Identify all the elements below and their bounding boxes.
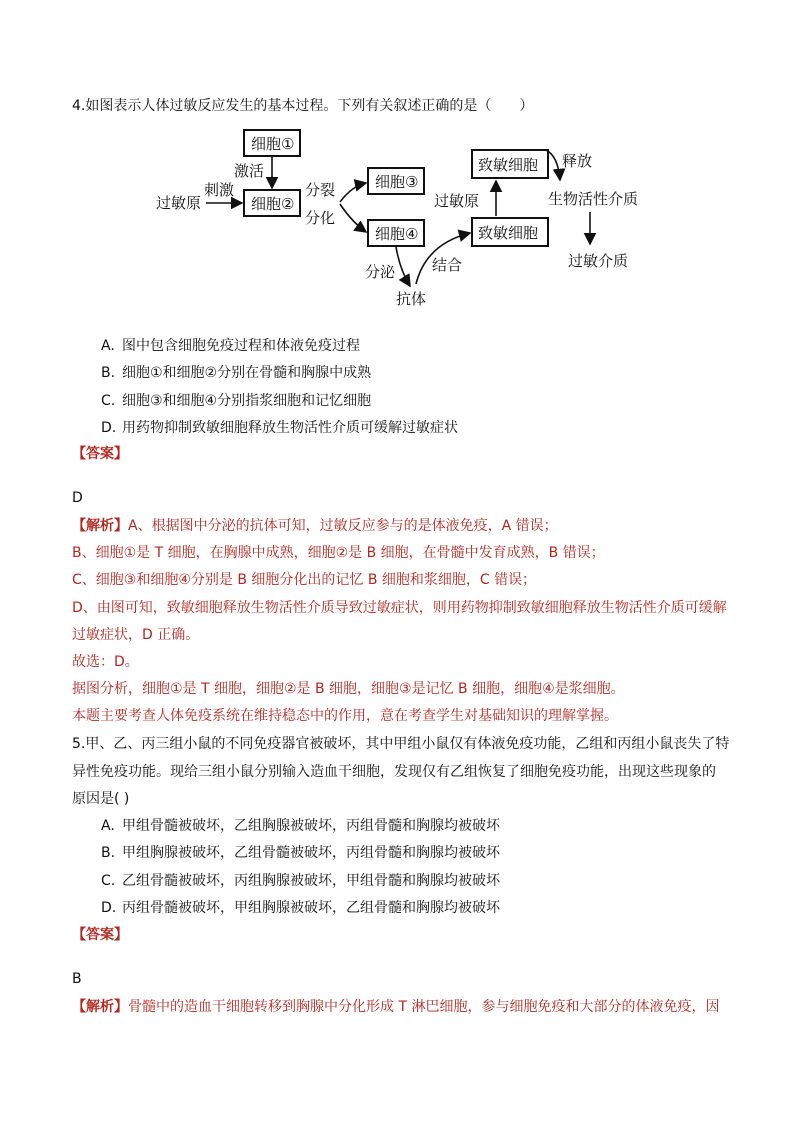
q4-analysis-line-5: 过敏症状，D 正确。 bbox=[72, 627, 200, 643]
q4-analysis-line-1: 【解析】A、根据图中分泌的抗体可知，过敏反应参与的是体液免疫，A 错误； bbox=[72, 518, 558, 534]
q5-stem-line-2: 异性免疫功能。现给三组小鼠分别输入造血干细胞，发现仅有乙组恢复了细胞免疫功能，出现这些现象的 bbox=[72, 764, 716, 780]
q4-option-d: D. 用药物抑制致敏细胞释放生物活性介质可缓解过敏症状 bbox=[101, 420, 458, 436]
differentiate-label: 分化 bbox=[305, 209, 336, 227]
arrow-to-cell4 bbox=[340, 204, 366, 232]
allergic-mediator-label: 过敏介质 bbox=[568, 252, 629, 270]
antibody-label: 抗体 bbox=[396, 290, 427, 308]
q4-analysis-line-8: 本题主要考查人体免疫系统在维持稳态中的作用，意在考查学生对基础知识的理解掌握。 bbox=[72, 708, 618, 724]
q4-analysis-line-3: C、细胞③和细胞④分别是 B 细胞分化出的记忆 B 细胞和浆细胞，C 错误； bbox=[72, 572, 537, 588]
q4-option-c: C. 细胞③和细胞④分别指浆细胞和记忆细胞 bbox=[101, 393, 372, 409]
q5-stem-line-1: 5.甲、乙、丙三组小鼠的不同免疫器官被破坏，其中甲组小鼠仅有体液免疫功能，乙组和丙组小鼠丧失了特 bbox=[72, 736, 730, 752]
arrow-to-cell3 bbox=[340, 183, 366, 202]
sensitized-cell-bottom-label: 致敏细胞 bbox=[478, 224, 539, 242]
q4-option-a: A. 图中包含细胞免疫过程和体液免疫过程 bbox=[101, 338, 360, 354]
q5-answer-tag: 【答案】 bbox=[72, 927, 128, 943]
allergen-left-label: 过敏原 bbox=[156, 194, 202, 212]
q4-analysis-line-2: B、细胞①是 T 细胞，在胸腺中成熟，细胞②是 B 细胞，在骨髓中发育成熟，B 错误； bbox=[72, 545, 605, 561]
release-label: 释放 bbox=[562, 152, 593, 170]
cell4-label: 细胞④ bbox=[375, 225, 419, 243]
cell3-label: 细胞③ bbox=[375, 173, 419, 191]
q4-option-b: B. 细胞①和细胞②分别在骨髓和胸腺中成熟 bbox=[101, 365, 372, 381]
q5-option-c: C. 乙组骨髓被破坏，丙组胸腺被破坏，甲组骨髓和胸腺均被破坏 bbox=[101, 873, 500, 889]
q5-stem-line-3: 原因是( ) bbox=[72, 791, 130, 807]
q5-analysis-line-1: 【解析】骨髓中的造血干细胞转移到胸腺中分化形成 T 淋巴细胞，参与细胞免疫和大部分的体液免疫，因 bbox=[72, 999, 720, 1015]
q4-analysis-line-4: D、由图可知，致敏细胞释放生物活性介质导致过敏症状，则用药物抑制致敏细胞释放生物活性介质可缓解 bbox=[72, 600, 727, 616]
cell1-label: 细胞① bbox=[251, 135, 295, 153]
q4-answer: D bbox=[72, 490, 83, 506]
allergen-mid-label: 过敏原 bbox=[434, 192, 480, 210]
q5-option-b: B. 甲组胸腺被破坏，乙组骨髓被破坏，丙组骨髓和胸腺均被破坏 bbox=[101, 845, 500, 861]
q5-answer: B bbox=[72, 971, 82, 987]
q4-analysis-line-6: 故选：D。 bbox=[72, 654, 139, 670]
allergy-process-diagram bbox=[150, 120, 660, 315]
q5-option-a: A. 甲组骨髓被破坏，乙组胸腺被破坏，丙组骨髓和胸腺均被破坏 bbox=[101, 818, 500, 834]
stimulate-label: 刺激 bbox=[204, 181, 235, 199]
activate-label: 激活 bbox=[234, 162, 265, 180]
divide-label: 分裂 bbox=[305, 181, 336, 199]
cell2-label: 细胞② bbox=[251, 195, 295, 213]
arrow-cell4-to-antibody bbox=[396, 247, 410, 286]
q4-stem: 4.如图表示人体过敏反应发生的基本过程。下列有关叙述正确的是（ ） bbox=[72, 98, 534, 114]
sensitized-cell-top-label: 致敏细胞 bbox=[478, 156, 539, 174]
q4-answer-tag: 【答案】 bbox=[72, 446, 128, 462]
secrete-label: 分泌 bbox=[365, 263, 396, 281]
q5-option-d: D. 丙组骨髓被破坏，甲组胸腺被破坏，乙组骨髓和胸腺均被破坏 bbox=[101, 900, 500, 916]
q4-analysis-line-7: 据图分析，细胞①是 T 细胞，细胞②是 B 细胞，细胞③是记忆 B 细胞，细胞④是浆细胞。 bbox=[72, 681, 625, 697]
bind-label: 结合 bbox=[432, 256, 463, 274]
bioactive-mediator-label: 生物活性介质 bbox=[548, 190, 639, 208]
